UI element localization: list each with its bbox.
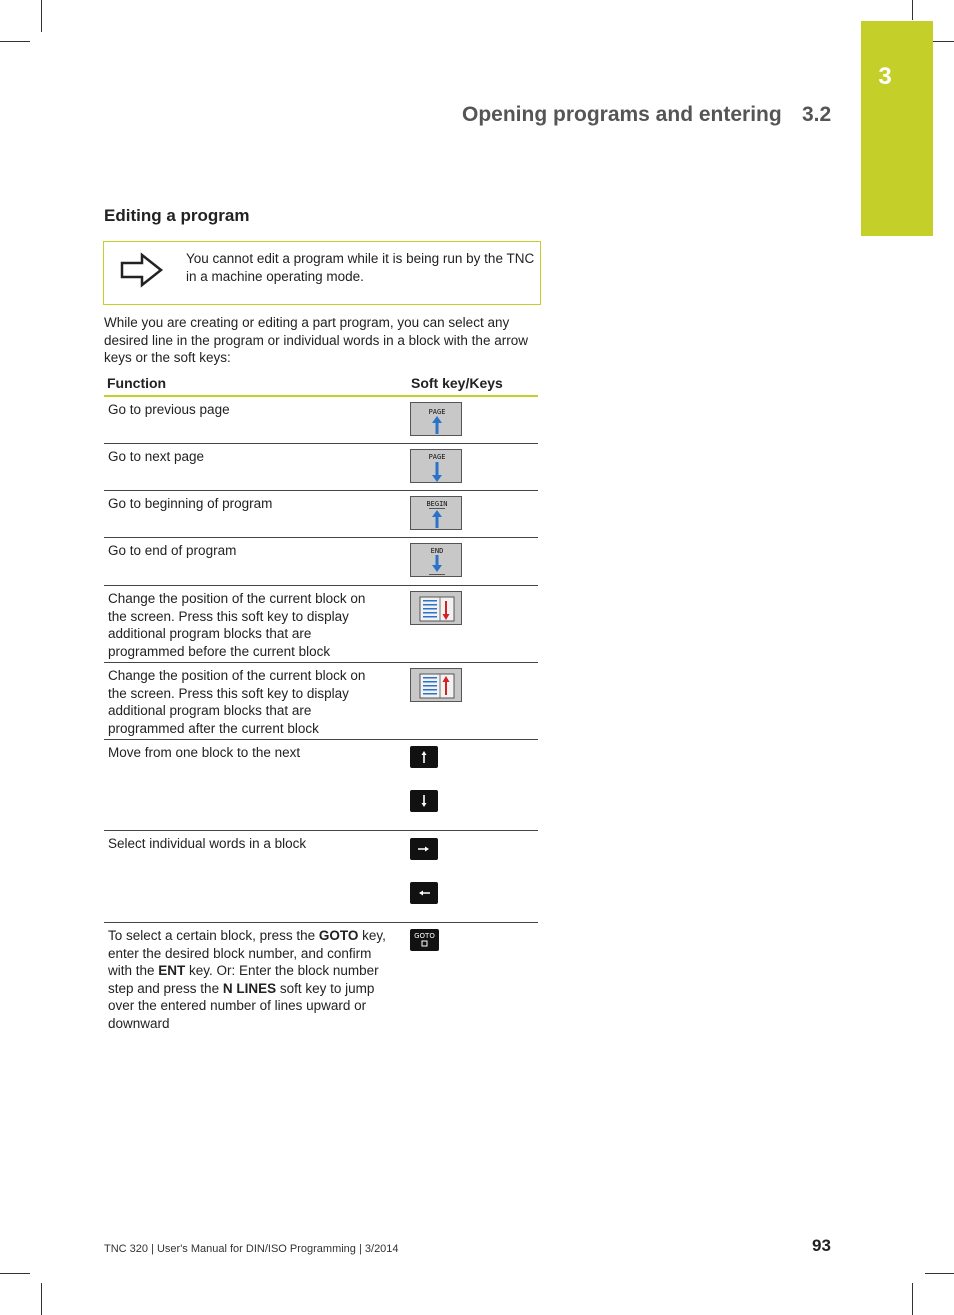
function-text	[108, 927, 388, 1032]
table-row	[104, 397, 538, 444]
table-row	[104, 444, 538, 491]
table-row	[104, 538, 538, 586]
crop-mark	[933, 41, 954, 42]
crop-mark	[912, 1283, 913, 1315]
n-lines-softkey-name: N LINES	[222, 980, 277, 996]
section-title: Editing a program	[104, 206, 250, 225]
page-number: 93	[812, 1236, 831, 1255]
chapter-number: 3	[878, 63, 892, 90]
function-text: Select individual words in a block	[108, 836, 307, 851]
softkey-label: END	[430, 547, 444, 555]
ent-key-name: ENT	[158, 963, 186, 978]
begin-softkey[interactable]	[410, 496, 462, 530]
table-row	[104, 586, 538, 663]
function-text-part: key, enter the desired block number, and confirm with the	[108, 928, 386, 978]
square-icon	[422, 941, 427, 946]
chapter-tab	[861, 21, 933, 236]
softkey-label: BEGIN	[426, 500, 448, 508]
arrow-up-icon	[432, 510, 442, 528]
function-text-part: To select a certain block, press the	[108, 928, 319, 943]
arrow-left-key[interactable]	[410, 882, 438, 904]
arrow-up-key[interactable]	[410, 746, 438, 768]
header-title: Opening programs and entering	[462, 103, 782, 126]
note-box	[103, 241, 541, 305]
function-text: Change the position of the current block on the screen. Press this soft key to display additional program blocks that are programmed before the current block	[108, 591, 366, 659]
crop-mark	[41, 1283, 42, 1315]
function-text: Move from one block to the next	[108, 745, 301, 760]
crop-mark	[41, 0, 42, 32]
crop-mark	[912, 0, 913, 20]
footer-text: TNC 320 | User's Manual for DIN/ISO Programming | 3/2014	[104, 1243, 399, 1255]
header-keys: Soft key/Keys	[411, 375, 503, 391]
arrow-right-key[interactable]	[410, 838, 438, 860]
arrow-down-icon	[432, 462, 442, 482]
end-softkey[interactable]	[410, 543, 462, 577]
function-text: Go to beginning of program	[108, 496, 273, 511]
table-row	[104, 663, 538, 740]
function-text-part: key. Or: Enter the block number step and press the	[108, 963, 379, 996]
function-text: Go to previous page	[108, 402, 230, 417]
table-row	[104, 923, 538, 1038]
function-text: Change the position of the current block on the screen. Press this soft key to display additional program blocks that are programmed after the current block	[108, 668, 366, 736]
arrow-left-icon	[410, 882, 438, 904]
block-shift-up-softkey[interactable]	[410, 668, 462, 702]
page-up-softkey[interactable]	[410, 402, 462, 436]
arrow-up-icon	[410, 746, 438, 768]
table-header	[104, 372, 538, 397]
goto-key-name: GOTO	[318, 928, 359, 943]
intro-paragraph: While you are creating or editing a part program, you can select any desired line in the program or individual words in a block with the arrow keys or the soft keys:	[104, 315, 528, 365]
function-table	[104, 372, 538, 1038]
function-text-part: soft key to jump over the entered number of lines upward or downward	[108, 980, 375, 1031]
table-row	[104, 491, 538, 538]
arrow-down-icon	[410, 790, 438, 812]
softkey-label: PAGE	[428, 453, 446, 461]
table-row	[104, 740, 538, 831]
table-row	[104, 831, 538, 923]
note-text: You cannot edit a program while it is being run by the TNC in a machine operating mode.	[186, 251, 535, 284]
crop-mark	[0, 1273, 30, 1274]
function-text: Go to end of program	[108, 543, 237, 558]
arrow-right-icon	[120, 252, 164, 288]
softkey-label: PAGE	[428, 408, 446, 416]
block-shift-down-softkey[interactable]	[410, 591, 462, 625]
arrow-up-icon	[432, 416, 442, 434]
function-text: Go to next page	[108, 449, 205, 464]
header-function: Function	[107, 375, 167, 391]
header-section-number: 3.2	[802, 103, 832, 126]
goto-key-label: GOTO	[414, 932, 435, 940]
crop-mark	[925, 1273, 954, 1274]
arrow-down-icon	[432, 555, 442, 572]
arrow-right-icon	[410, 838, 438, 860]
goto-key[interactable]	[410, 929, 439, 951]
crop-mark	[0, 41, 30, 42]
page-down-softkey[interactable]	[410, 449, 462, 483]
arrow-down-key[interactable]	[410, 790, 438, 812]
